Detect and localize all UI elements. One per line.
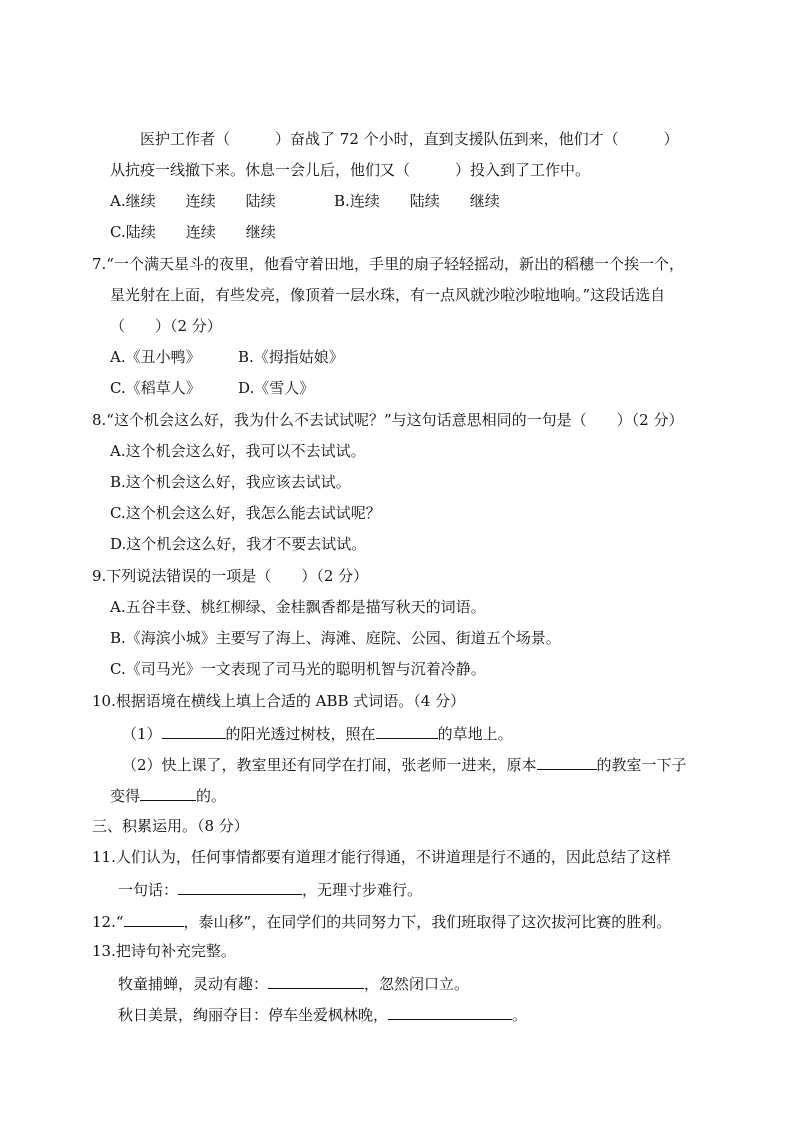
q12-prefix: 12.“ bbox=[92, 913, 124, 931]
q10-s1-prefix: （1） bbox=[122, 725, 162, 743]
q6-line-2: 从抗疫一线撤下来。休息一会儿后，他们又（ ）投入到了工作中。 bbox=[110, 161, 591, 179]
q7-option-b: B.《拇指姑娘》 bbox=[238, 348, 344, 366]
q11-suffix: ，无理寸步难行。 bbox=[302, 881, 423, 899]
q9-option-a: A.五谷丰登、桃红柳绿、金桂飘香都是描写秋天的词语。 bbox=[110, 598, 486, 616]
q10-s2-text: （2）快上课了，教室里还有同学在打闹，张老师一进来，原本 bbox=[122, 756, 537, 774]
q7-line-2: 星光射在上面，有些发亮，像顶着一层水珠，有一点风就沙啦沙啦地响。”这段话选自 bbox=[110, 286, 666, 304]
q7-option-d: D.《雪人》 bbox=[238, 379, 315, 397]
q13-l1-prefix: 牧童捕蝉，灵动有趣： bbox=[118, 975, 269, 993]
q7-option-c: C.《稻草人》 bbox=[110, 379, 201, 397]
q10-blank-4[interactable] bbox=[140, 784, 196, 801]
q12-blank[interactable] bbox=[124, 910, 184, 927]
q13-line-1 bbox=[118, 972, 469, 994]
q9-option-b: B.《海滨小城》主要写了海上、海滩、庭院、公园、街道五个场景。 bbox=[110, 629, 561, 647]
q6-option-b: B.连续 陆续 继续 bbox=[334, 192, 500, 210]
q7-line-1: 7.“一个满天星斗的夜里，他看守着田地，手里的扇子轻轻摇动，新出的稻穗一个挨一个， bbox=[92, 255, 684, 273]
q13-blank-1[interactable] bbox=[268, 972, 364, 989]
q8-option-b: B.这个机会这么好，我应该去试试。 bbox=[110, 473, 351, 491]
q10-s2-prefix2: 变得 bbox=[110, 787, 141, 805]
q13-l1-suffix: ，忽然闭口立。 bbox=[364, 975, 470, 993]
q10-s2-mid: 的教室一下子 bbox=[596, 756, 687, 774]
q6-option-c: C.陆续 连续 继续 bbox=[110, 223, 276, 241]
q11-blank[interactable] bbox=[178, 878, 302, 895]
q9-option-c: C.《司马光》一文表现了司马光的聪明机智与沉着冷静。 bbox=[110, 660, 486, 678]
section-3-title: 三、积累运用。（8 分） bbox=[92, 817, 249, 835]
q12-line bbox=[92, 910, 671, 932]
q10-sentence-2 bbox=[122, 753, 687, 775]
q8-stem: 8.“这个机会这么好，我为什么不去试试呢？”与这句话意思相同的一句是（ ）（2 分） bbox=[92, 411, 684, 429]
q11-line-2 bbox=[118, 878, 422, 900]
q11-prefix: 一句话： bbox=[118, 881, 179, 899]
q10-sentence-2-cont bbox=[110, 784, 226, 806]
q13-l2-suffix: 。 bbox=[512, 1006, 528, 1024]
q10-s2-end: 的。 bbox=[196, 787, 227, 805]
q13-l2-prefix: 秋日美景，绚丽夺目：停车坐爱枫林晚， bbox=[118, 1006, 389, 1024]
q8-option-d: D.这个机会这么好，我才不要去试试。 bbox=[110, 535, 367, 553]
q12-suffix: ，泰山移”，在同学们的共同努力下，我们班取得了这次拔河比赛的胜利。 bbox=[183, 913, 672, 931]
q10-s1-suffix: 的草地上。 bbox=[437, 725, 513, 743]
q10-sentence-1 bbox=[122, 722, 513, 744]
q13-stem: 13.把诗句补充完整。 bbox=[92, 942, 236, 960]
q9-stem: 9.下列说法错误的一项是（ ）（2 分） bbox=[92, 567, 369, 585]
q10-stem: 10.根据语境在横线上填上合适的 ABB 式词语。（4 分） bbox=[92, 692, 466, 710]
q11-line-1: 11.人们认为，任何事情都要有道理才能行得通，不讲道理是行不通的，因此总结了这样 bbox=[92, 848, 671, 866]
q7-option-a: A.《丑小鸭》 bbox=[110, 348, 201, 366]
q13-blank-2[interactable] bbox=[388, 1003, 512, 1020]
q8-option-c: C.这个机会这么好，我怎么能去试试呢？ bbox=[110, 504, 381, 522]
q10-blank-2[interactable] bbox=[376, 722, 438, 739]
q10-blank-1[interactable] bbox=[162, 722, 226, 739]
q10-blank-3[interactable] bbox=[537, 753, 597, 770]
q6-option-a: A.继续 连续 陆续 bbox=[110, 192, 276, 210]
q10-s1-mid: 的阳光透过树枝，照在 bbox=[225, 725, 376, 743]
q8-option-a: A.这个机会这么好，我可以不去试试。 bbox=[110, 442, 366, 460]
q6-line-1: 医护工作者（ ）奋战了 72 个小时，直到支援队伍到来，他们才（ ） bbox=[140, 130, 679, 148]
q7-line-3: （ ）（2 分） bbox=[110, 317, 222, 335]
q13-line-2 bbox=[118, 1003, 527, 1025]
